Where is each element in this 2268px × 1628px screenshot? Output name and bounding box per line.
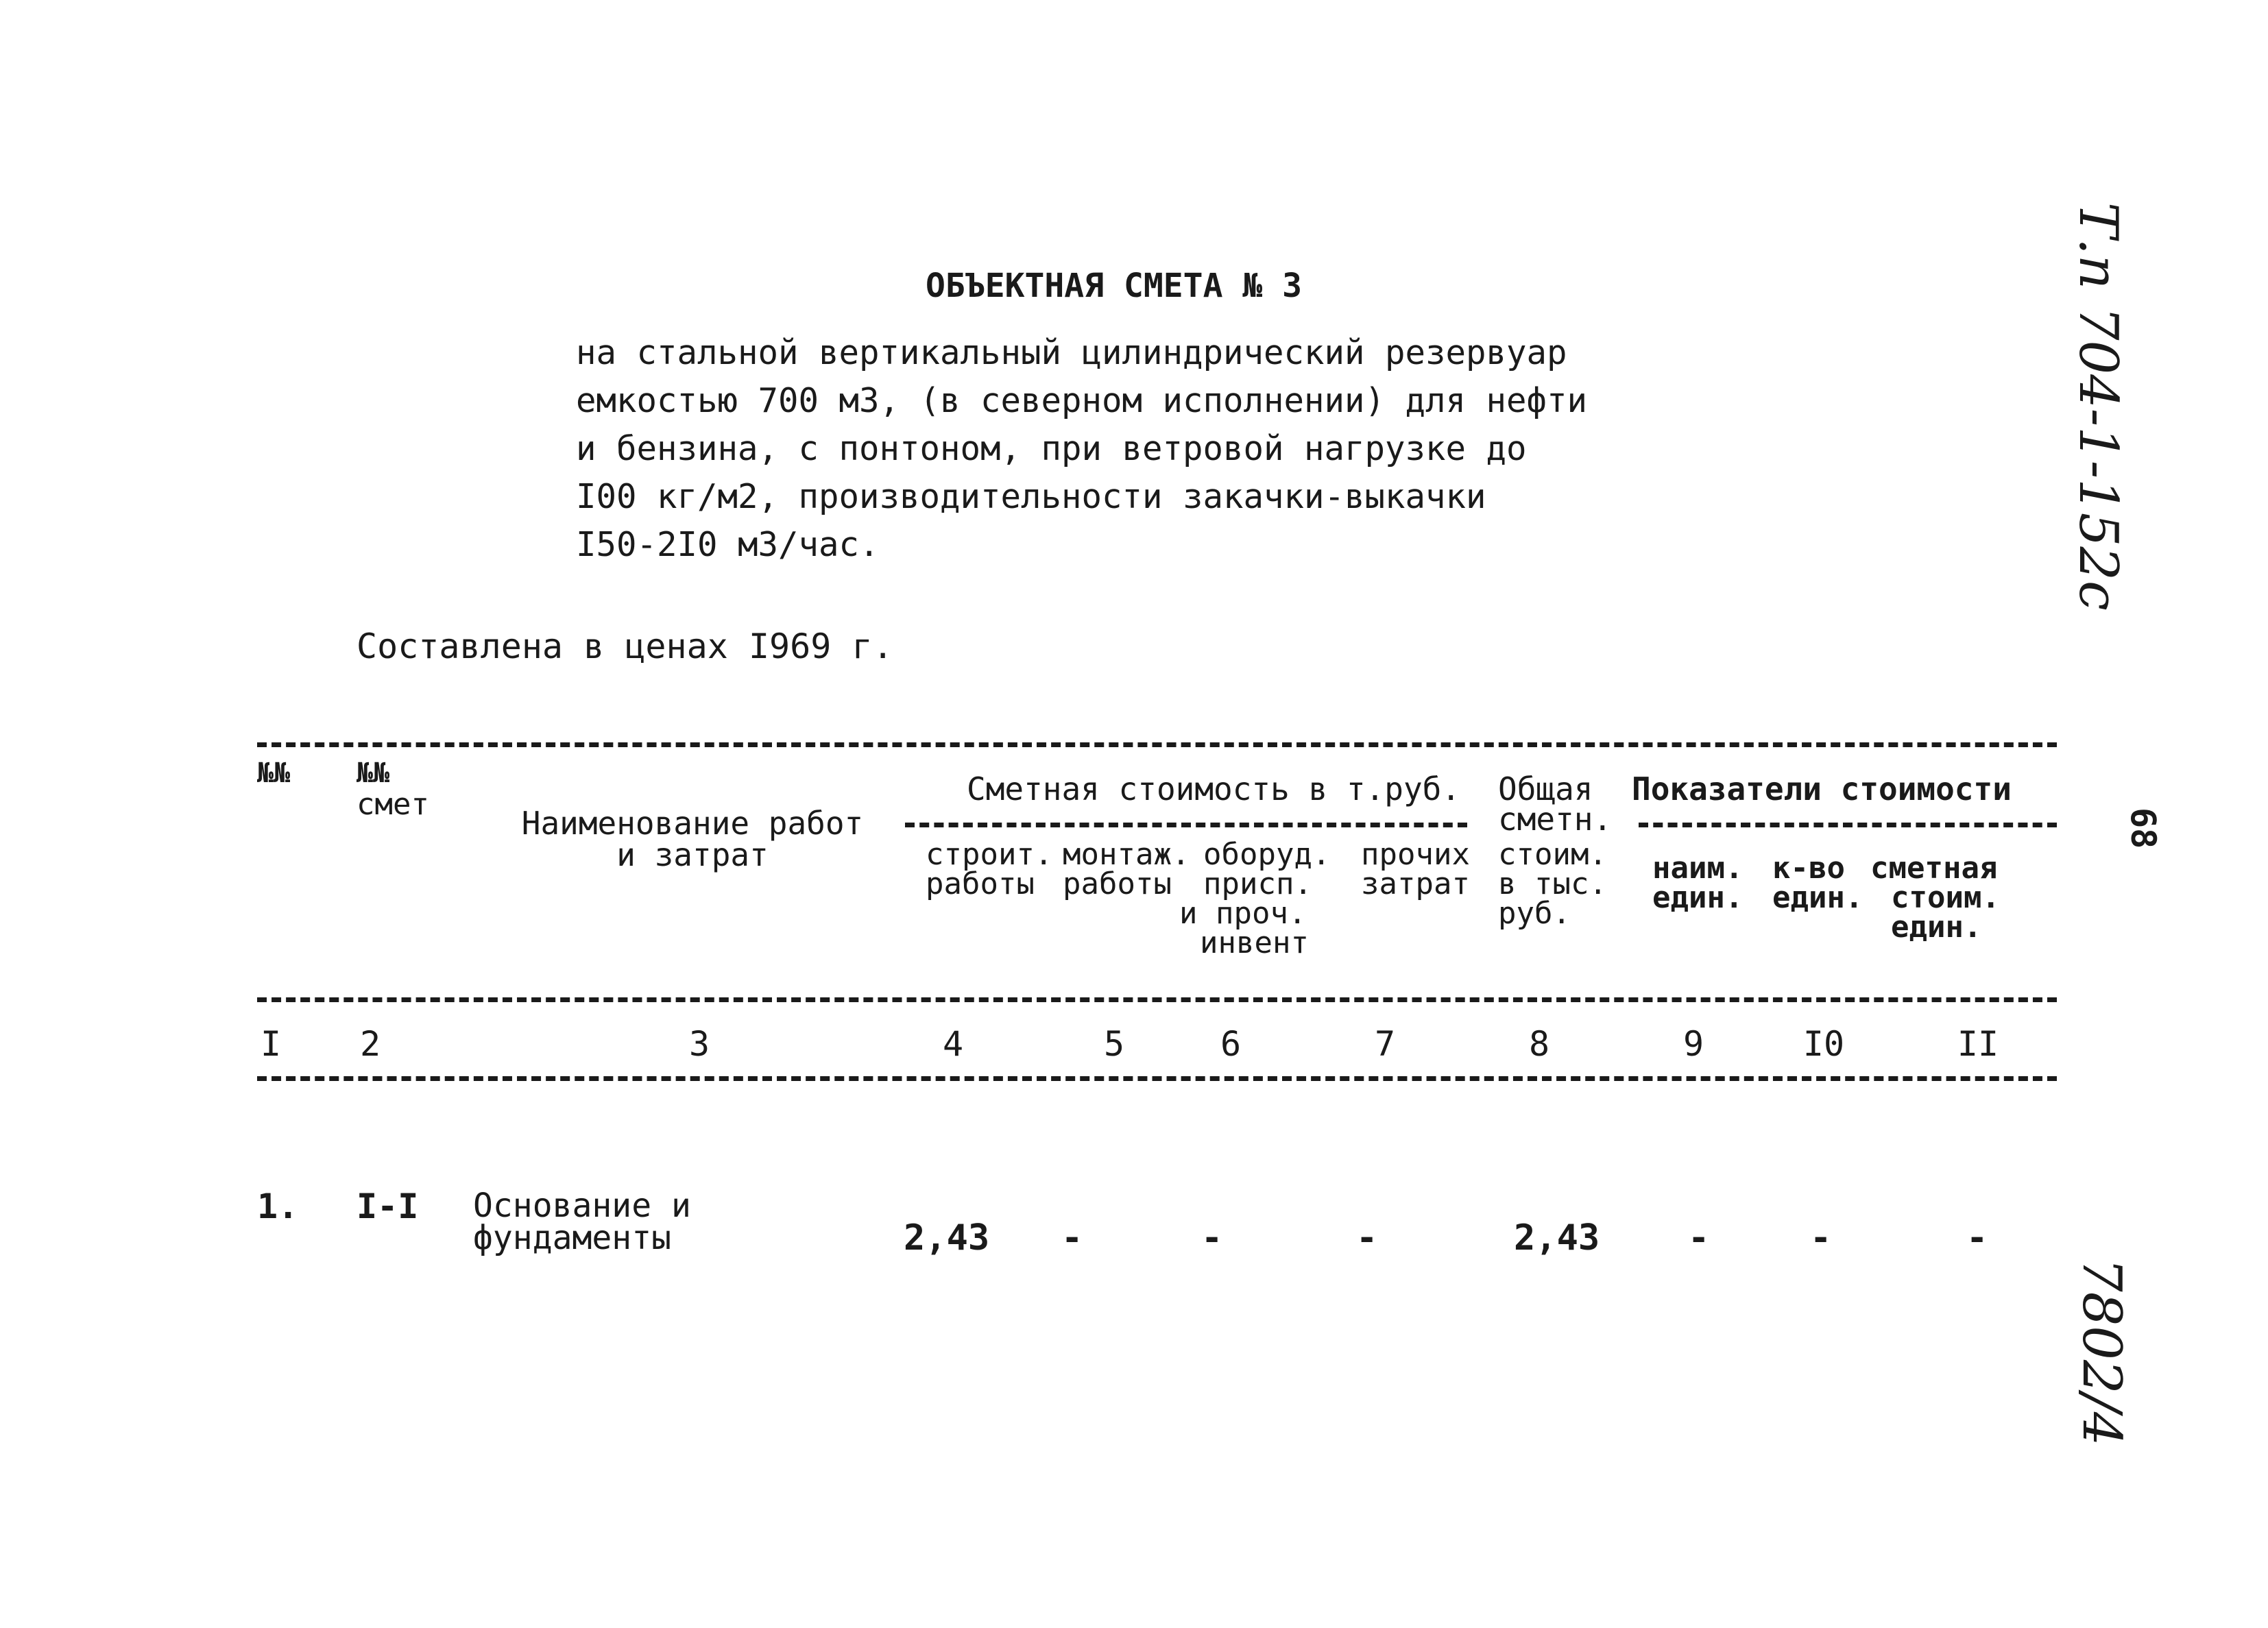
prices-note: Составлена в ценах I969 г.: [357, 627, 893, 666]
row-work-name-1: Основание и: [473, 1187, 691, 1225]
column-numbers-rule: [257, 1076, 2057, 1081]
subheader-total-2: в тыс.: [1498, 866, 1607, 901]
header-col-name-2: и затрат: [616, 836, 769, 873]
subheader-unitname-2: един.: [1652, 880, 1744, 915]
subheader-equip-2: присп.: [1203, 866, 1312, 901]
column-number-9: 9: [1682, 1024, 1704, 1064]
subheader-unitcost-2: стоим.: [1891, 880, 2000, 915]
header-col-estimate: смет: [357, 787, 429, 822]
subheader-build-2: работы: [926, 866, 1035, 901]
row-estimate-number: I-I: [357, 1187, 419, 1226]
subheader-build-1: строит.: [926, 837, 1053, 872]
header-col-number: №№: [257, 757, 291, 789]
header-group-total-2: сметн.: [1498, 801, 1613, 838]
subheader-other-1: прочих: [1361, 837, 1470, 872]
subheader-unitname-1: наим.: [1652, 851, 1744, 886]
row-other-cost: -: [1356, 1217, 1378, 1259]
document-title: ОБЪЕКТНАЯ СМЕТА № 3: [926, 267, 1303, 305]
row-total-cost: 2,43: [1514, 1217, 1600, 1259]
subheader-qty-2: един.: [1772, 880, 1863, 915]
column-number-7: 7: [1374, 1024, 1396, 1064]
row-build-cost: 2,43: [904, 1217, 990, 1259]
subheader-mount-2: работы: [1063, 866, 1172, 901]
column-number-3: 3: [688, 1024, 710, 1064]
header-col-name-1: Наименование работ: [521, 805, 864, 842]
subheader-total-1: стоим.: [1498, 837, 1607, 872]
subheader-unitcost-1: сметная: [1870, 851, 1998, 886]
row-mount-cost: -: [1061, 1217, 1083, 1259]
column-number-8: 8: [1528, 1024, 1550, 1064]
header-cost-subrule: [905, 823, 1467, 827]
subheader-equip-1: оборуд.: [1203, 837, 1331, 872]
subtitle-line-3: и бензина, с понтоном, при ветровой нагрузке до: [576, 429, 1527, 468]
page-number: 68: [2123, 807, 2163, 849]
subheader-equip-4: инвент: [1200, 925, 1309, 960]
column-number-4: 4: [942, 1024, 964, 1064]
subheader-other-2: затрат: [1361, 866, 1470, 901]
subheader-total-3: руб.: [1498, 896, 1571, 931]
table-top-rule: [257, 742, 2057, 747]
column-number-11: II: [1957, 1024, 1999, 1064]
column-number-10: I0: [1802, 1024, 1845, 1064]
header-indicators-subrule: [1639, 823, 2057, 827]
row-equip-cost: -: [1201, 1217, 1223, 1259]
subheader-qty-1: к-во: [1772, 851, 1845, 886]
column-number-1: I: [260, 1024, 282, 1064]
subtitle-line-2: емкостью 700 м3, (в северном исполнении) для нефти: [576, 381, 1588, 420]
header-group-indicators: Показатели стоимости: [1632, 770, 2012, 807]
header-group-cost: Сметная стоимость в т.руб.: [967, 770, 1461, 807]
row-unit-cost: -: [1966, 1217, 1988, 1259]
row-number: 1.: [257, 1187, 299, 1226]
header-bottom-rule: [257, 997, 2057, 1002]
subtitle-line-1: на стальной вертикальный цилиндрический резервуар: [576, 333, 1567, 372]
row-unit-qty: -: [1810, 1217, 1832, 1259]
subheader-equip-3: и проч.: [1179, 896, 1307, 931]
handwritten-reference-bottom: 7802/4: [2071, 1258, 2132, 1446]
subheader-unitcost-3: един.: [1891, 910, 1982, 945]
row-unit-name: -: [1688, 1217, 1710, 1259]
column-number-6: 6: [1220, 1024, 1242, 1064]
column-number-5: 5: [1103, 1024, 1125, 1064]
handwritten-reference-top: Т.п 704-1-152с: [2067, 202, 2129, 611]
row-work-name-2: фундаменты: [473, 1219, 671, 1257]
header-col-estimate-mark: №№: [357, 757, 390, 789]
header-group-total-1: Общая: [1498, 770, 1593, 807]
subtitle-line-5: I50-2I0 м3/час.: [576, 525, 880, 564]
subtitle-line-4: I00 кг/м2, производительности закачки-выкачки: [576, 477, 1486, 516]
column-number-2: 2: [359, 1024, 381, 1064]
subheader-mount-1: монтаж.: [1063, 837, 1190, 872]
